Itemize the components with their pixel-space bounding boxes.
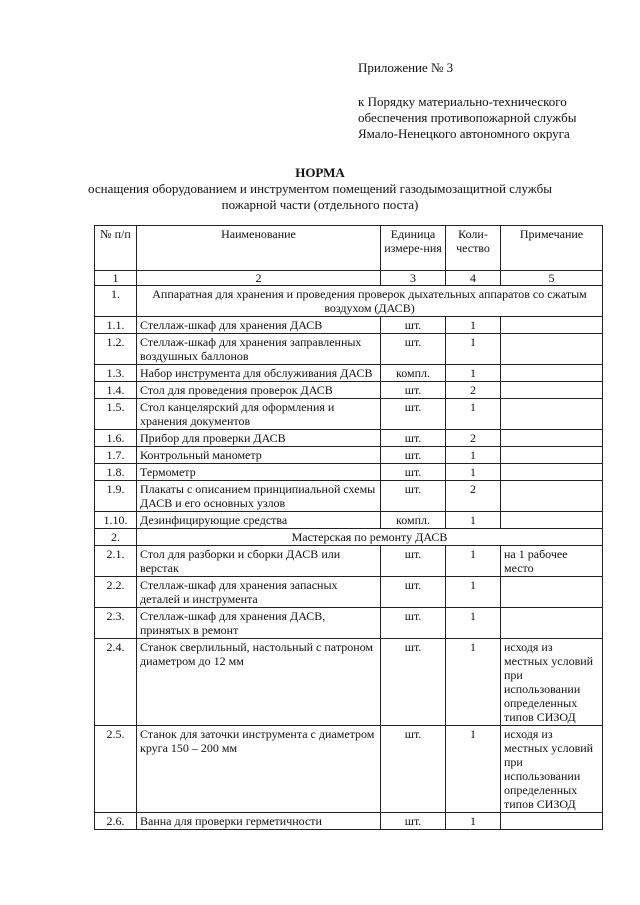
row-name: Стеллаж-шкаф для хранения ДАСВ, принятых в ремонт: [137, 608, 381, 639]
table-row: [95, 447, 603, 464]
index-cell: 1: [95, 271, 137, 286]
row-unit: шт.: [381, 430, 446, 447]
row-name: Плакаты с описанием принципиальной схемы ДАСВ и его основных узлов: [137, 481, 381, 512]
row-number: 1.9.: [95, 481, 137, 512]
row-quantity: 1: [446, 608, 501, 639]
title-sub-line1: оснащения оборудованием и инструментом помещений газодымозащитной службы: [88, 181, 552, 196]
row-number: 1.1.: [95, 317, 137, 334]
row-unit: шт.: [381, 608, 446, 639]
row-quantity: 1: [446, 399, 501, 430]
row-unit: шт.: [381, 546, 446, 577]
table-index-row: [95, 271, 603, 286]
appendix-block: [358, 60, 576, 142]
row-note: [501, 399, 603, 430]
header-unit: Единица измере-ния: [381, 226, 446, 271]
row-name: Стол для разборки и сборки ДАСВ или верстак: [137, 546, 381, 577]
row-unit: компл.: [381, 512, 446, 529]
row-name: Набор инструмента для обслуживания ДАСВ: [137, 365, 381, 382]
section-row: [95, 529, 603, 546]
row-note: исходя из местных условий при использовании определенных типов СИЗОД: [501, 639, 603, 726]
table-row: [95, 813, 603, 830]
row-unit: шт.: [381, 726, 446, 813]
table-row: [95, 430, 603, 447]
header-name: Наименование: [137, 226, 381, 271]
row-number: 2.4.: [95, 639, 137, 726]
row-number: 2.6.: [95, 813, 137, 830]
row-note: [501, 430, 603, 447]
row-unit: шт.: [381, 577, 446, 608]
row-quantity: 2: [446, 382, 501, 399]
row-number: 1.2.: [95, 334, 137, 365]
row-unit: шт.: [381, 399, 446, 430]
row-note: [501, 577, 603, 608]
row-quantity: 1: [446, 577, 501, 608]
row-quantity: 1: [446, 464, 501, 481]
index-cell: 3: [381, 271, 446, 286]
row-number: 1.5.: [95, 399, 137, 430]
table-row: [95, 481, 603, 512]
section-number: 2.: [95, 529, 137, 546]
row-number: 1.7.: [95, 447, 137, 464]
index-cell: 2: [137, 271, 381, 286]
title-sub-line2: пожарной части (отдельного поста): [221, 197, 419, 212]
row-note: [501, 813, 603, 830]
title-main: НОРМА: [295, 165, 345, 180]
row-unit: шт.: [381, 464, 446, 481]
table-row: [95, 512, 603, 529]
index-cell: 5: [501, 271, 603, 286]
row-quantity: 1: [446, 512, 501, 529]
table-header-row: [95, 226, 603, 271]
table-row: [95, 317, 603, 334]
row-unit: шт.: [381, 317, 446, 334]
row-name: Дезинфицирующие средства: [137, 512, 381, 529]
section-row: [95, 286, 603, 317]
table-row: [95, 546, 603, 577]
row-note: [501, 512, 603, 529]
appendix-ref-line3: Ямало-Ненецкого автономного округа: [358, 126, 570, 141]
norm-table: [94, 225, 603, 830]
index-cell: 4: [446, 271, 501, 286]
row-note: [501, 481, 603, 512]
row-note: [501, 334, 603, 365]
row-unit: шт.: [381, 813, 446, 830]
row-note: [501, 382, 603, 399]
row-unit: компл.: [381, 365, 446, 382]
row-quantity: 1: [446, 334, 501, 365]
row-note: [501, 317, 603, 334]
row-note: [501, 447, 603, 464]
row-quantity: 1: [446, 813, 501, 830]
row-quantity: 1: [446, 546, 501, 577]
row-note: на 1 рабочее место: [501, 546, 603, 577]
table-row: [95, 334, 603, 365]
section-title: Мастерская по ремонту ДАСВ: [137, 529, 603, 546]
row-name: Ванна для проверки герметичности: [137, 813, 381, 830]
row-number: 2.2.: [95, 577, 137, 608]
row-quantity: 2: [446, 481, 501, 512]
row-number: 2.3.: [95, 608, 137, 639]
row-name: Станок для заточки инструмента с диаметром круга 150 – 200 мм: [137, 726, 381, 813]
table-row: [95, 365, 603, 382]
header-qty: Коли-чество: [446, 226, 501, 271]
appendix-ref-line1: к Порядку материально-технического: [358, 94, 567, 109]
row-number: 1.10.: [95, 512, 137, 529]
table-row: [95, 382, 603, 399]
row-quantity: 1: [446, 447, 501, 464]
row-note: [501, 464, 603, 481]
row-unit: шт.: [381, 447, 446, 464]
row-name: Стеллаж-шкаф для хранения заправленных воздушных баллонов: [137, 334, 381, 365]
table-row: [95, 399, 603, 430]
section-number: 1.: [95, 286, 137, 317]
row-quantity: 1: [446, 726, 501, 813]
appendix-ref-line2: обеспечения противопожарной службы: [358, 110, 577, 125]
row-unit: шт.: [381, 639, 446, 726]
row-note: [501, 608, 603, 639]
row-name: Термометр: [137, 464, 381, 481]
table-row: [95, 639, 603, 726]
row-name: Стеллаж-шкаф для хранения ДАСВ: [137, 317, 381, 334]
table-row: [95, 464, 603, 481]
table-row: [95, 608, 603, 639]
row-name: Станок сверлильный, настольный с патроном диаметром до 12 мм: [137, 639, 381, 726]
row-unit: шт.: [381, 334, 446, 365]
row-unit: шт.: [381, 481, 446, 512]
row-name: Прибор для проверки ДАСВ: [137, 430, 381, 447]
row-number: 2.1.: [95, 546, 137, 577]
row-note: исходя из местных условий при использовании определенных типов СИЗОД: [501, 726, 603, 813]
appendix-number: Приложение № 3: [358, 60, 454, 75]
row-quantity: 2: [446, 430, 501, 447]
row-number: 1.8.: [95, 464, 137, 481]
row-name: Контрольный манометр: [137, 447, 381, 464]
row-quantity: 1: [446, 639, 501, 726]
row-unit: шт.: [381, 382, 446, 399]
table-row: [95, 577, 603, 608]
table-row: [95, 726, 603, 813]
row-name: Стол для проведения проверок ДАСВ: [137, 382, 381, 399]
header-num: № п/п: [95, 226, 137, 271]
row-number: 1.3.: [95, 365, 137, 382]
row-name: Стол канцелярский для оформления и хранения документов: [137, 399, 381, 430]
row-quantity: 1: [446, 317, 501, 334]
row-number: 1.4.: [95, 382, 137, 399]
row-name: Стеллаж-шкаф для хранения запасных деталей и инструмента: [137, 577, 381, 608]
row-number: 1.6.: [95, 430, 137, 447]
header-note: Примечание: [501, 226, 603, 271]
document-title: [0, 165, 640, 213]
row-number: 2.5.: [95, 726, 137, 813]
section-title: Аппаратная для хранения и проведения проверок дыхательных аппаратов со сжатым воздухом (ДАСВ): [137, 286, 603, 317]
norm-table-body: [95, 226, 603, 830]
row-quantity: 1: [446, 365, 501, 382]
row-note: [501, 365, 603, 382]
